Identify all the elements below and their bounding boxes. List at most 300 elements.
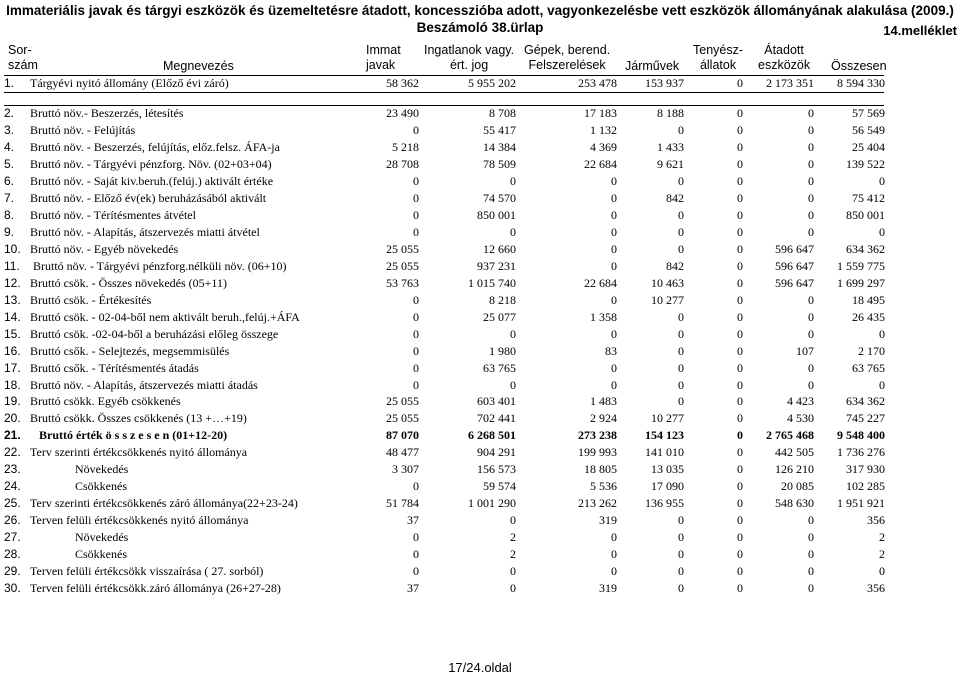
row-number: 30. [4,581,21,596]
row-label: Bruttó csökk. Összes csökkenés (13 +…+19) [30,411,247,426]
cell-tenyesz: 0 [737,224,743,239]
cell-gepek: 1 483 [590,394,617,409]
cell-atadott: 596 647 [775,241,814,256]
cell-osszesen: 56 549 [852,122,885,137]
table-row [4,513,884,528]
cell-atadott: 0 [808,207,814,222]
cell-atadott: 0 [808,513,814,528]
cell-atadott: 0 [808,139,814,154]
row-number: 23. [4,462,21,477]
row-number: 1. [4,76,15,90]
cell-immat: 0 [413,224,419,239]
cell-jarmuvek: 1 433 [657,139,684,154]
table-row [4,547,884,562]
cell-jarmuvek: 0 [678,581,684,596]
cell-tenyesz: 0 [737,309,743,324]
cell-osszesen: 850 001 [846,207,885,222]
cell-atadott: 0 [808,547,814,562]
row-label: Terven felüli értékcsökkenés nyitó állománya [30,513,249,528]
cell-immat: 53 763 [386,275,419,290]
cell-ingatlanok: 6 268 501 [468,428,516,443]
cell-osszesen: 25 404 [852,139,885,154]
cell-immat: 51 784 [386,496,419,511]
row-label: Tárgyévi nyitó állomány (Előző évi záró) [30,76,229,90]
cell-immat: 23 490 [386,106,419,120]
cell-gepek: 0 [611,326,617,341]
row-number: 17. [4,360,21,375]
table-row [4,327,884,342]
cell-ingatlanok: 0 [510,326,516,341]
cell-atadott: 0 [808,292,814,307]
cell-ingatlanok: 14 384 [483,139,516,154]
cell-jarmuvek: 0 [678,343,684,358]
row-label: Bruttó csök. - 02-04-ből nem aktivált beruh.,felúj.+ÁFA [30,309,300,324]
table-row [4,496,884,511]
row-label: Bruttó növ. - Térítésmentes átvétel [30,207,196,222]
row-label: Bruttó csök. -02-04-ből a beruházási előleg összege [30,326,279,341]
row-number: 18. [4,377,21,392]
cell-tenyesz: 0 [737,275,743,290]
document-title: Immateriális javak és tárgyi eszközök és üzemeltetésre átadott, koncesszióba adott, vagyonkezelésbe vett eszközök állományának alakulása (2009.) [6,3,954,18]
row-number: 10. [4,241,21,256]
cell-gepek: 0 [611,207,617,222]
cell-ingatlanok: 904 291 [477,445,516,460]
table-row [4,428,884,443]
cell-ingatlanok: 850 001 [477,207,516,222]
cell-gepek: 4 369 [590,139,617,154]
table-row [4,123,884,138]
cell-immat: 0 [413,564,419,579]
row-number: 25. [4,496,21,511]
row-number: 16. [4,343,21,358]
cell-tenyesz: 0 [737,445,743,460]
cell-gepek: 213 262 [578,496,617,511]
cell-jarmuvek: 0 [678,122,684,137]
cell-gepek: 22 684 [584,156,617,171]
cell-tenyesz: 0 [737,513,743,528]
table-row [4,225,884,240]
cell-osszesen: 26 435 [852,309,885,324]
cell-jarmuvek: 0 [678,530,684,545]
table-row [4,276,884,291]
cell-gepek: 22 684 [584,275,617,290]
row-number: 13. [4,292,21,307]
cell-atadott: 0 [808,377,814,392]
cell-tenyesz: 0 [737,377,743,392]
cell-jarmuvek: 0 [678,377,684,392]
cell-gepek: 253 478 [578,76,617,90]
cell-tenyesz: 0 [737,122,743,137]
cell-tenyesz: 0 [737,207,743,222]
row-label: Terv szerinti értékcsökkenés záró állománya(22+23-24) [30,496,298,511]
row-label: Bruttó érték ö s s z e s e n (01+12-20) [30,428,228,443]
table-row [4,378,884,393]
cell-tenyesz: 0 [737,139,743,154]
cell-ingatlanok: 0 [510,564,516,579]
row-label: Bruttó növ. - Egyéb növekedés [30,241,179,256]
table-row [4,191,884,206]
cell-osszesen: 1 951 921 [837,496,885,511]
col-header-megnevezes: Megnevezés [163,59,234,73]
cell-osszesen: 18 495 [852,292,885,307]
cell-immat: 48 477 [386,445,419,460]
cell-atadott: 0 [808,581,814,596]
cell-tenyesz: 0 [737,530,743,545]
cell-gepek: 1 358 [590,309,617,324]
cell-gepek: 273 238 [578,428,617,443]
cell-jarmuvek: 0 [678,309,684,324]
cell-ingatlanok: 2 [510,547,516,562]
table-row [4,530,884,545]
cell-gepek: 0 [611,360,617,375]
cell-immat: 0 [413,360,419,375]
cell-immat: 5 218 [392,139,419,154]
cell-immat: 25 055 [386,241,419,256]
row-label: Növekedés [30,462,129,477]
cell-tenyesz: 0 [737,360,743,375]
cell-osszesen: 75 412 [852,190,885,205]
cell-tenyesz: 0 [737,258,743,273]
cell-ingatlanok: 0 [510,513,516,528]
cell-jarmuvek: 0 [678,241,684,256]
table-row [4,445,884,460]
row-divider [4,92,884,93]
cell-gepek: 17 183 [584,106,617,120]
row-number: 26. [4,513,21,528]
page-number: 17/24.oldal [448,660,512,675]
cell-tenyesz: 0 [737,241,743,256]
cell-immat: 3 307 [392,462,419,477]
col-header-sorszam: Sor- szám [8,43,38,72]
cell-atadott: 596 647 [775,275,814,290]
cell-atadott: 0 [808,173,814,188]
row-label: Bruttó csők. - Térítésmentés átadás [30,360,199,375]
cell-gepek: 83 [605,343,617,358]
cell-jarmuvek: 136 955 [645,496,684,511]
cell-osszesen: 0 [879,377,885,392]
cell-gepek: 199 993 [578,445,617,460]
document-subtitle: Beszámoló 38.ürlap [416,20,544,35]
cell-immat: 37 [407,581,419,596]
cell-gepek: 0 [611,190,617,205]
cell-immat: 0 [413,173,419,188]
row-label: Terv szerinti értékcsökkenés nyitó állománya [30,445,248,460]
row-divider [4,105,884,106]
cell-atadott: 4 530 [787,411,814,426]
cell-tenyesz: 0 [737,173,743,188]
cell-ingatlanok: 0 [510,581,516,596]
cell-jarmuvek: 0 [678,207,684,222]
cell-ingatlanok: 1 980 [489,343,516,358]
cell-tenyesz: 0 [737,581,743,596]
cell-immat: 0 [413,122,419,137]
cell-atadott: 2 173 351 [766,76,814,90]
cell-tenyesz: 0 [737,564,743,579]
row-number: 12. [4,275,21,290]
cell-gepek: 0 [611,241,617,256]
row-number: 3. [4,122,15,137]
row-label: Bruttó növ. - Alapítás, átszervezés miatti átvétel [30,224,260,239]
cell-gepek: 0 [611,547,617,562]
cell-ingatlanok: 2 [510,530,516,545]
cell-jarmuvek: 0 [678,224,684,239]
row-number: 5. [4,156,15,171]
table-row [4,208,884,223]
cell-ingatlanok: 25 077 [483,309,516,324]
cell-osszesen: 1 559 775 [837,258,885,273]
cell-osszesen: 634 362 [846,394,885,409]
cell-tenyesz: 0 [737,428,743,443]
cell-jarmuvek: 0 [678,173,684,188]
cell-atadott: 0 [808,190,814,205]
cell-ingatlanok: 8 708 [489,106,516,120]
cell-jarmuvek: 8 188 [657,106,684,120]
cell-atadott: 442 505 [775,445,814,460]
cell-osszesen: 0 [879,224,885,239]
cell-atadott: 107 [796,343,814,358]
cell-ingatlanok: 1 001 290 [468,496,516,511]
cell-gepek: 1 132 [590,122,617,137]
cell-jarmuvek: 842 [666,190,684,205]
cell-atadott: 0 [808,224,814,239]
row-number: 19. [4,394,21,409]
cell-jarmuvek: 10 463 [651,275,684,290]
row-number: 29. [4,564,21,579]
row-divider [4,75,884,76]
cell-tenyesz: 0 [737,496,743,511]
cell-jarmuvek: 0 [678,513,684,528]
cell-atadott: 0 [808,122,814,137]
row-label: Bruttó növ. - Előző év(ek) beruházásából aktivált [30,190,267,205]
cell-jarmuvek: 0 [678,394,684,409]
cell-gepek: 0 [611,292,617,307]
cell-immat: 0 [413,207,419,222]
cell-immat: 0 [413,343,419,358]
cell-ingatlanok: 74 570 [483,190,516,205]
cell-immat: 25 055 [386,394,419,409]
row-number: 15. [4,326,21,341]
table-row [4,394,884,409]
cell-ingatlanok: 55 417 [483,122,516,137]
cell-jarmuvek: 153 937 [645,76,684,90]
table-row [4,411,884,426]
cell-ingatlanok: 5 955 202 [468,76,516,90]
table-row [4,76,884,91]
cell-tenyesz: 0 [737,292,743,307]
cell-immat: 25 055 [386,411,419,426]
cell-ingatlanok: 63 765 [483,360,516,375]
cell-tenyesz: 0 [737,190,743,205]
cell-jarmuvek: 13 035 [651,462,684,477]
row-number: 22. [4,445,21,460]
table-row [4,174,884,189]
col-header-immat: Immat javak [366,43,401,72]
annex-label: 14.melléklet [883,23,957,38]
cell-immat: 0 [413,479,419,494]
cell-osszesen: 1 736 276 [837,445,885,460]
row-number: 6. [4,173,15,188]
row-number: 28. [4,547,21,562]
cell-jarmuvek: 0 [678,564,684,579]
cell-ingatlanok: 937 231 [477,258,516,273]
cell-atadott: 4 423 [787,394,814,409]
table-row [4,310,884,325]
cell-immat: 0 [413,309,419,324]
cell-osszesen: 57 569 [852,106,885,120]
cell-gepek: 5 536 [590,479,617,494]
cell-jarmuvek: 10 277 [651,411,684,426]
cell-osszesen: 745 227 [846,411,885,426]
row-number: 7. [4,190,15,205]
row-number: 14. [4,309,21,324]
row-label: Bruttó növ. - Beszerzés, felújítás, előz.felsz. ÁFA-ja [30,139,280,154]
cell-atadott: 0 [808,360,814,375]
cell-atadott: 0 [808,156,814,171]
cell-gepek: 319 [599,513,617,528]
table-row [4,344,884,359]
cell-immat: 0 [413,190,419,205]
row-number: 27. [4,530,21,545]
cell-ingatlanok: 1 015 740 [468,275,516,290]
cell-atadott: 126 210 [775,462,814,477]
cell-immat: 37 [407,513,419,528]
cell-jarmuvek: 9 621 [657,156,684,171]
cell-immat: 0 [413,530,419,545]
row-label: Terven felüli értékcsökk visszaírása ( 27. sorból) [30,564,264,579]
cell-atadott: 0 [808,326,814,341]
cell-gepek: 0 [611,224,617,239]
cell-osszesen: 317 930 [846,462,885,477]
cell-ingatlanok: 156 573 [477,462,516,477]
cell-atadott: 20 085 [781,479,814,494]
table-row [4,479,884,494]
table-row [4,361,884,376]
cell-osszesen: 2 [879,530,885,545]
cell-ingatlanok: 59 574 [483,479,516,494]
cell-atadott: 596 647 [775,258,814,273]
cell-osszesen: 634 362 [846,241,885,256]
col-header-atadott: Átadott eszközök [758,43,811,72]
cell-ingatlanok: 0 [510,377,516,392]
cell-osszesen: 0 [879,173,885,188]
col-header-jarmuvek: Járművek [625,59,680,73]
cell-tenyesz: 0 [737,106,743,120]
cell-ingatlanok: 0 [510,173,516,188]
row-label: Terven felüli értékcsökk.záró állománya (26+27-28) [30,581,281,596]
cell-jarmuvek: 0 [678,547,684,562]
cell-tenyesz: 0 [737,411,743,426]
cell-tenyesz: 0 [737,326,743,341]
cell-jarmuvek: 0 [678,360,684,375]
cell-atadott: 2 765 468 [766,428,814,443]
cell-gepek: 319 [599,581,617,596]
cell-ingatlanok: 0 [510,224,516,239]
row-label: Növekedés [30,530,129,545]
cell-jarmuvek: 17 090 [651,479,684,494]
cell-atadott: 0 [808,564,814,579]
table-row [4,140,884,155]
cell-ingatlanok: 12 660 [483,241,516,256]
row-number: 24. [4,479,21,494]
row-label: Bruttó növ. - Saját kiv.beruh.(felúj.) aktivált értéke [30,173,274,188]
cell-immat: 87 070 [386,428,419,443]
cell-gepek: 0 [611,530,617,545]
cell-gepek: 0 [611,173,617,188]
cell-tenyesz: 0 [737,394,743,409]
cell-tenyesz: 0 [737,156,743,171]
cell-osszesen: 2 [879,547,885,562]
cell-tenyesz: 0 [737,343,743,358]
cell-immat: 0 [413,547,419,562]
cell-gepek: 2 924 [590,411,617,426]
cell-osszesen: 0 [879,326,885,341]
row-label: Bruttó csők. - Selejtezés, megsemmisülés [30,343,230,358]
cell-osszesen: 0 [879,564,885,579]
row-number: 4. [4,139,15,154]
cell-immat: 58 362 [386,76,419,90]
table-row [4,106,884,121]
col-header-ingatlanok: Ingatlanok vagy. ért. jog [424,43,515,72]
row-label: Bruttó növ. - Tárgyévi pénzforg.nélküli növ. (06+10) [30,258,287,273]
row-label: Bruttó csökk. Egyéb csökkenés [30,394,181,409]
row-label: Csökkenés [30,479,127,494]
cell-atadott: 0 [808,309,814,324]
cell-ingatlanok: 603 401 [477,394,516,409]
cell-jarmuvek: 141 010 [645,445,684,460]
cell-osszesen: 63 765 [852,360,885,375]
cell-immat: 0 [413,377,419,392]
cell-jarmuvek: 0 [678,326,684,341]
col-header-osszesen: Összesen [831,59,887,73]
cell-gepek: 0 [611,377,617,392]
table-row [4,462,884,477]
table-row [4,564,884,579]
row-label: Bruttó csök. - Értékesítés [30,292,152,307]
table-row [4,157,884,172]
table-row [4,242,884,257]
cell-gepek: 18 805 [584,462,617,477]
cell-osszesen: 139 522 [846,156,885,171]
cell-tenyesz: 0 [737,76,743,90]
cell-osszesen: 102 285 [846,479,885,494]
table-row [4,293,884,308]
cell-immat: 0 [413,292,419,307]
table-row [4,259,884,274]
cell-tenyesz: 0 [737,462,743,477]
cell-tenyesz: 0 [737,547,743,562]
row-label: Bruttó növ. - Felújítás [30,122,136,137]
row-label: Bruttó növ. - Alapítás, átszervezés miatti átadás [30,377,258,392]
cell-atadott: 548 630 [775,496,814,511]
cell-immat: 28 708 [386,156,419,171]
row-label: Bruttó csök. - Összes növekedés (05+11) [30,275,227,290]
cell-tenyesz: 0 [737,479,743,494]
cell-ingatlanok: 8 218 [489,292,516,307]
row-number: 21. [4,428,21,443]
row-number: 2. [4,106,15,120]
cell-osszesen: 8 594 330 [837,76,885,90]
col-header-gepek: Gépek, berend. Felszerelések [524,43,611,72]
cell-atadott: 0 [808,530,814,545]
cell-ingatlanok: 702 441 [477,411,516,426]
row-number: 20. [4,411,21,426]
cell-atadott: 0 [808,106,814,120]
row-label: Bruttó növ. - Tárgyévi pénzforg. Növ. (02+03+04) [30,156,272,171]
col-header-tenyeszallatok: Tenyész- állatok [693,43,744,72]
table-row [4,581,884,596]
cell-gepek: 0 [611,258,617,273]
cell-osszesen: 356 [867,581,885,596]
